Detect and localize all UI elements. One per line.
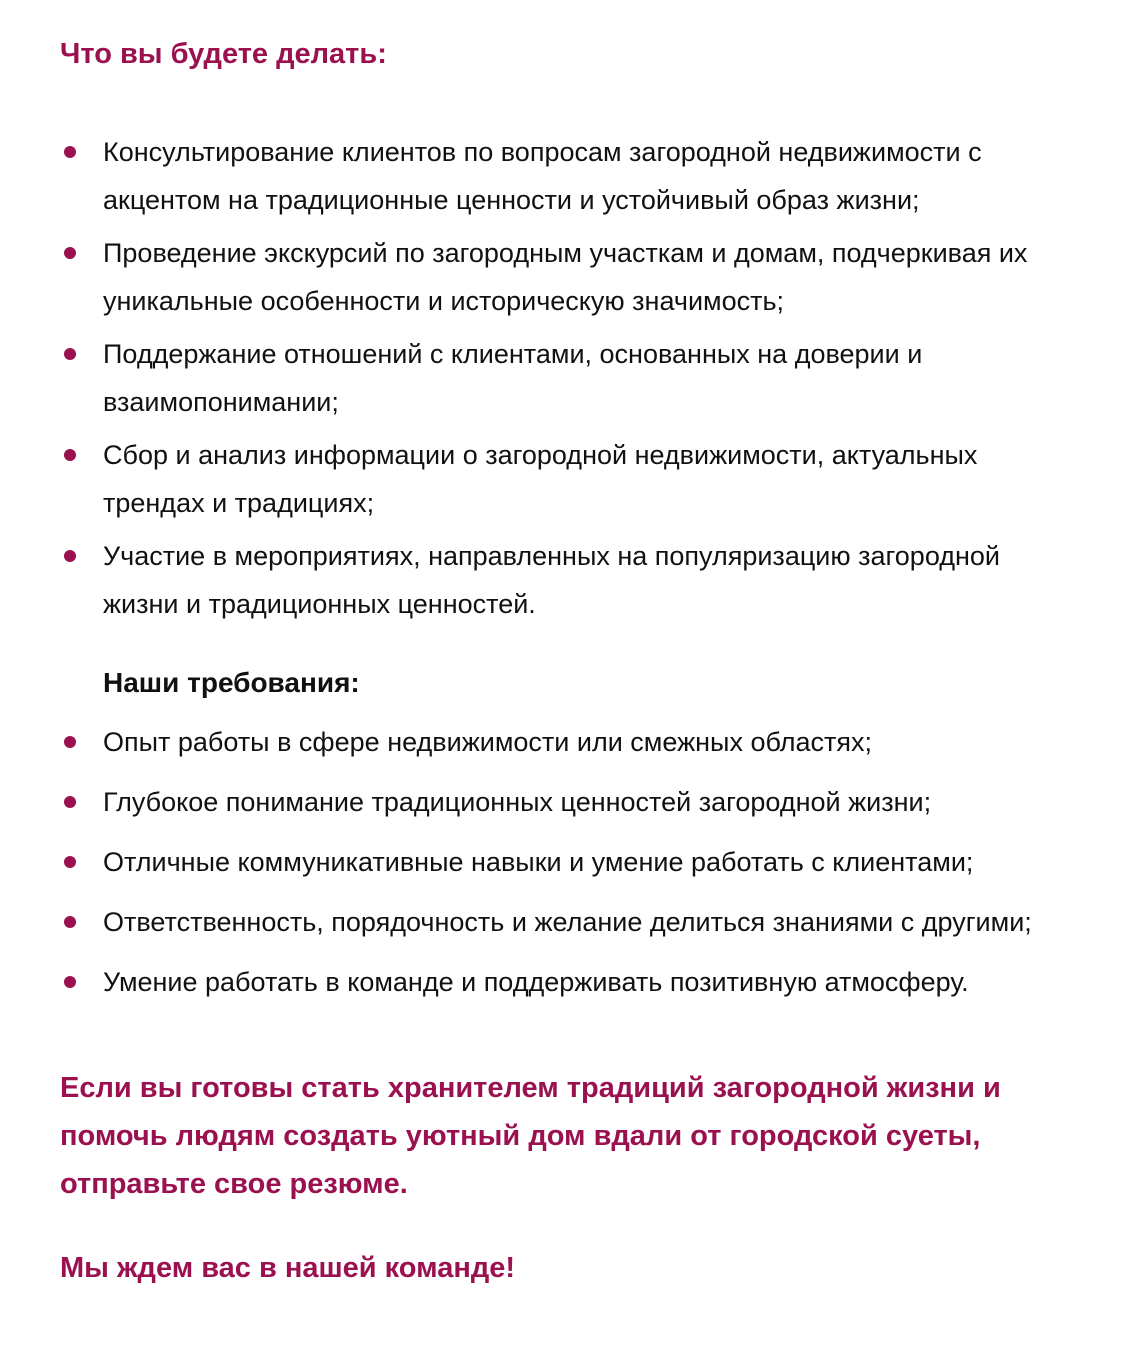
list-item — [60, 958, 1073, 1006]
duties-list — [60, 128, 1073, 628]
duty-text: Сбор и анализ информации о загородной недвижимости, актуальных трендах и традициях; — [103, 440, 978, 518]
closing-paragraph: Если вы готовы стать хранителем традиций загородной жизни и помочь людям создать уютный дом вдали от городской суеты, отправьте свое резюме. — [60, 1072, 1001, 1200]
list-item — [60, 128, 1073, 224]
requirement-text: Умение работать в команде и поддерживать позитивную атмосферу. — [103, 967, 969, 997]
requirement-text: Опыт работы в сфере недвижимости или смежных областях; — [103, 727, 872, 757]
list-item — [60, 898, 1073, 946]
list-item — [60, 431, 1073, 527]
requirements-section-heading: Наши требования: — [103, 667, 360, 698]
list-item — [60, 778, 1073, 826]
list-item — [60, 532, 1073, 628]
bullet-icon — [64, 550, 76, 562]
bullet-icon — [64, 146, 76, 158]
duty-text: Консультирование клиентов по вопросам загородной недвижимости с акцентом на традиционные ценности и устойчивый образ жизни; — [103, 137, 982, 215]
requirement-text: Ответственность, порядочность и желание делиться знаниями с другими; — [103, 907, 1032, 937]
requirements-list — [60, 718, 1073, 1006]
list-item — [60, 838, 1073, 886]
closing-cta: Мы ждем вас в нашей команде! — [60, 1252, 516, 1284]
list-item — [60, 330, 1073, 426]
requirement-text: Глубокое понимание традиционных ценностей загородной жизни; — [103, 787, 932, 817]
bullet-icon — [64, 247, 76, 259]
duties-section-heading: Что вы будете делать: — [60, 38, 387, 70]
bullet-icon — [64, 916, 76, 928]
bullet-icon — [64, 976, 76, 988]
duty-text: Участие в мероприятиях, направленных на популяризацию загородной жизни и традиционных ценностей. — [103, 541, 1000, 619]
bullet-icon — [64, 796, 76, 808]
bullet-icon — [64, 856, 76, 868]
list-item — [60, 229, 1073, 325]
bullet-icon — [64, 348, 76, 360]
bullet-icon — [64, 449, 76, 461]
duty-text: Поддержание отношений с клиентами, основанных на доверии и взаимопонимании; — [103, 339, 923, 417]
duty-text: Проведение экскурсий по загородным участкам и домам, подчеркивая их уникальные особенности и историческую значимость; — [103, 238, 1028, 316]
requirement-text: Отличные коммуникативные навыки и умение работать с клиентами; — [103, 847, 974, 877]
list-item — [60, 718, 1073, 766]
bullet-icon — [64, 736, 76, 748]
